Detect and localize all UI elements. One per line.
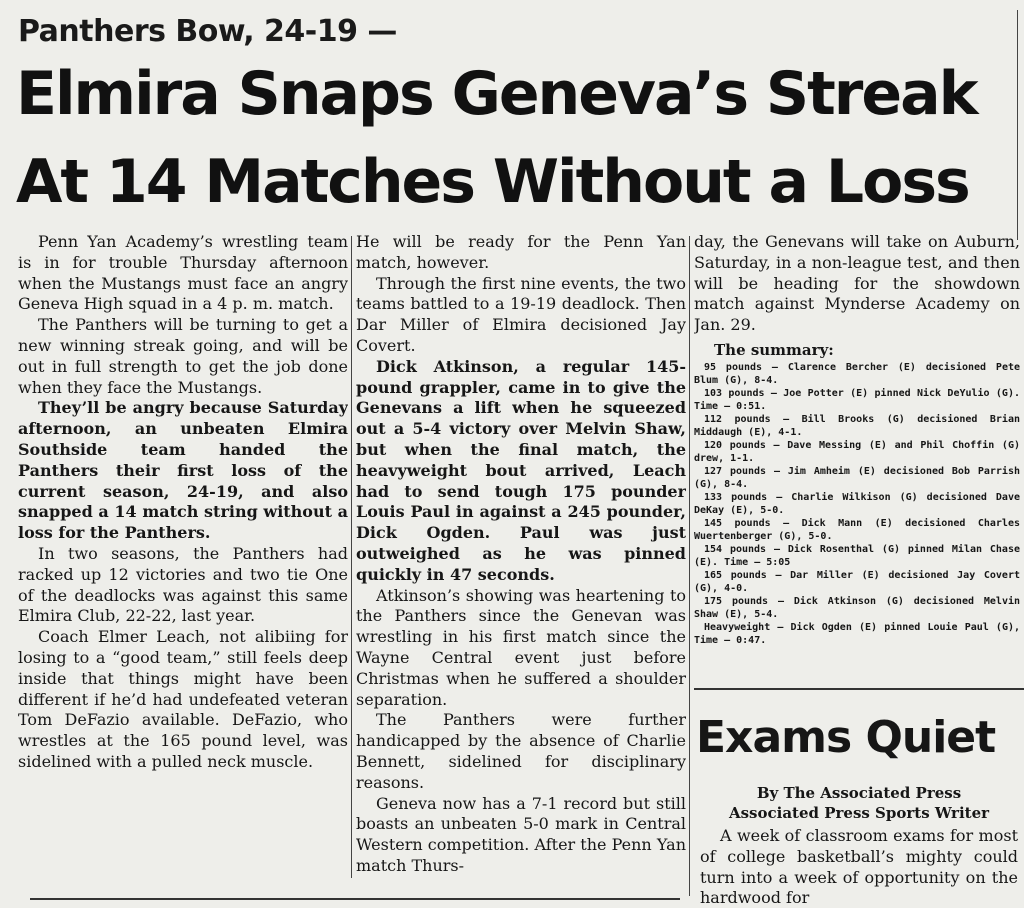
result-item: 127 pounds — Jim Amheim (E) decisioned Bob Parrish (G), 8-4. [694, 465, 1020, 490]
result-item: 175 pounds — Dick Atkinson (G) decisioned Melvin Shaw (E), 5-4. [694, 595, 1020, 620]
results-summary [694, 361, 1020, 647]
paragraph-bold: Dick Atkinson, a regular 145-pound grappler, came in to give the Genevans a lift when he squeezed out a 5-4 victory over Melvin Shaw, but when the final match, the heavyweight bout arrived, Leach had to send tough 175 pounder Louis Paul in against a 245 pounder, Dick Ogden. Paul was just outweighed as he was pinned quickly in 47 seconds. [356, 356, 686, 584]
column-rule-1 [351, 236, 352, 878]
result-item: 95 pounds — Clarence Bercher (E) decisioned Pete Blum (G), 8-4. [694, 361, 1020, 386]
article-column-1 [18, 232, 348, 882]
result-item: 154 pounds — Dick Rosenthal (G) pinned Milan Chase (E). Time — 5:05 [694, 543, 1020, 568]
paragraph: Atkinson’s showing was heartening to the Panthers since the Genevan was wrestling in his first match since the Wayne Central event just before Christmas when he suffered a shoulder separation. [356, 585, 686, 709]
paragraph: Geneva now has a 7-1 record but still boasts an unbeaten 5-0 mark in Central Western competition. After the Penn Yan match Thurs- [356, 793, 686, 875]
paragraph: The Panthers will be turning to get a new winning streak going, and will be out in full strength to get the job done when they face the Mustangs. [18, 315, 348, 397]
exams-article-body: A week of classroom exams for most of college basketball’s mighty could turn into a week of opportunity on the hardwood for [700, 826, 1018, 908]
result-item: 145 pounds — Dick Mann (E) decisioned Charles Wuertenberger (G), 5-0. [694, 517, 1020, 542]
result-item: 165 pounds — Dar Miller (E) decisioned Jay Covert (G), 4-0. [694, 569, 1020, 594]
kicker-headline: Panthers Bow, 24-19 — [18, 14, 397, 49]
exams-headline: Exams Quiet [696, 712, 996, 763]
section-rule [694, 688, 1024, 690]
main-headline-line-1: Elmira Snaps Geneva’s Streak [16, 59, 977, 129]
paragraph: In two seasons, the Panthers had racked up 12 victories and two tie One of the deadlocks was against this same Elmira Club, 22-22, last year. [18, 543, 348, 626]
bottom-rule [30, 898, 680, 900]
byline: By The Associated Press [756, 784, 962, 802]
article-column-3 [694, 232, 1020, 672]
page-edge-rule [1017, 10, 1018, 240]
result-item: 133 pounds — Charlie Wilkison (G) decisioned Dave DeKay (E), 5-0. [694, 491, 1020, 516]
paragraph: Coach Elmer Leach, not alibiing for losing to a “good team,” still feels deep inside that things might have been different if he’d had undefeated veteran Tom DeFazio available. DeFazio, who wrestles at the 165 pound level, was sidelined with a pulled neck muscle. [18, 627, 348, 771]
paragraph-bold: They’ll be angry because Saturday afternoon, an unbeaten Elmira Southside team handed the Panthers their first loss of the current season, 24-19, and also snapped a 14 match string without a loss for the Panthers. [18, 398, 348, 543]
paragraph: Penn Yan Academy’s wrestling team is in for trouble Thursday afternoon when the Mustangs must face an angry Geneva High squad in a 4 p. m. match. [18, 232, 348, 314]
column-rule-2 [689, 236, 690, 896]
result-item: 112 pounds — Bill Brooks (G) decisioned Brian Middaugh (E), 4-1. [694, 413, 1020, 438]
main-headline-line-2: At 14 Matches Without a Loss [16, 147, 969, 217]
paragraph: The Panthers were further handicapped by the absence of Charlie Bennett, sidelined for disciplinary reasons. [356, 710, 686, 792]
result-item: Heavyweight — Dick Ogden (E) pinned Louie Paul (G), Time — 0:47. [694, 621, 1020, 646]
paragraph: day, the Genevans will take on Auburn, Saturday, in a non-league test, and then will be heading for the showdown match against Mynderse Academy on Jan. 29. [694, 232, 1020, 335]
result-item: 120 pounds — Dave Messing (E) and Phil Choffin (G) drew, 1-1. [694, 439, 1020, 464]
article-column-2 [356, 232, 686, 882]
paragraph: He will be ready for the Penn Yan match, however. [356, 232, 686, 272]
summary-title: The summary: [714, 340, 834, 359]
result-item: 103 pounds — Joe Potter (E) pinned Nick DeYulio (G). Time — 0:51. [694, 387, 1020, 412]
paragraph: Through the first nine events, the two teams battled to a 19-19 deadlock. Then Dar Miller of Elmira decisioned Jay Covert. [356, 273, 686, 355]
byline-title: Associated Press Sports Writer [728, 804, 990, 822]
